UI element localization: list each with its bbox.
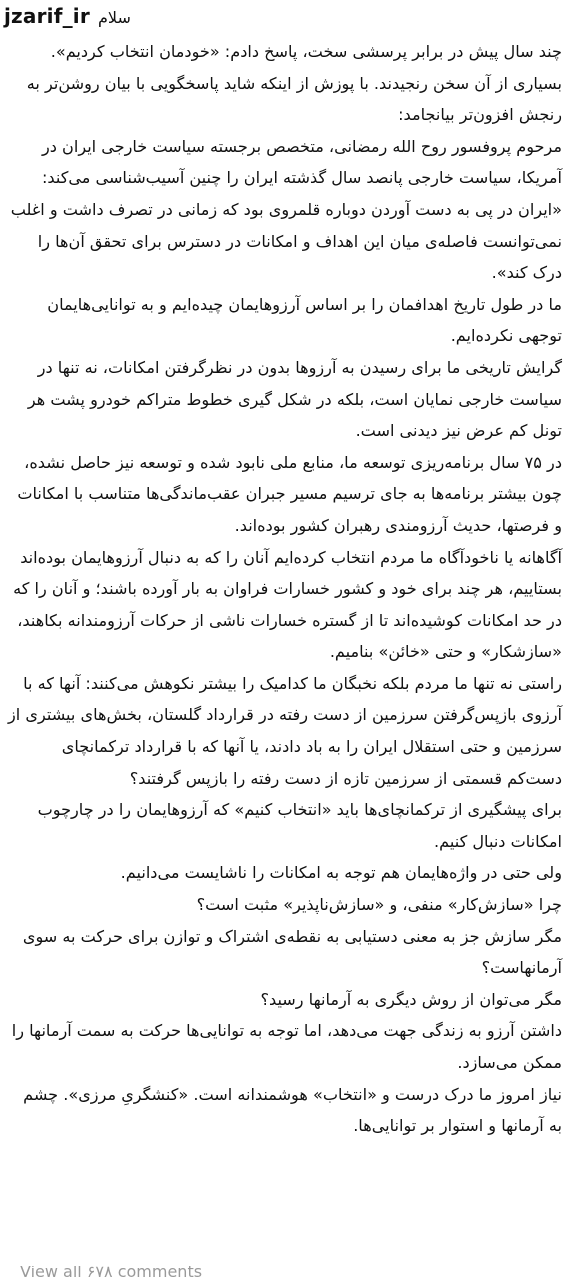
post-caption [8,36,562,1142]
caption-paragraph: راستی نه تنها ما مردم بلکه نخبگان ما کدامیک را بیشتر نکوهش می‌کنند: آنها که با آرزوی بازپس‌گرفتن سرزمین از دست رفته در قرارداد گلستان، بخش‌های بیشتری از سرزمین و حتی استقلال ایران را به باد دادند، یا آنها که با قرارداد ترکمانچای دست‌کم قسمتی از سرزمین تازه از دست رفته را بازپس گرفتند؟ [8,673,562,788]
caption-paragraph: گرایش تاریخی ما برای رسیدن به آرزوها بدون در نظرگرفتن امکانات، نه تنها در سیاست خارجی نمایان است، بلکه در شکل گیری خطوط متراکم خودرو پشت هر تونل کم عرض نیز دیدنی است. [27,357,562,441]
caption-paragraph: ولی حتی در واژه‌هایمان هم توجه به امکانات را ناشایست می‌دانیم. [120,863,562,883]
post-header [0,0,572,36]
caption-paragraph: مگر می‌توان از روش دیگری به آرمانها رسید؟ [260,989,562,1009]
caption-paragraph: مرحوم پروفسور روح الله رمضانی، متخصص برجسته سیاست خارجی ایران در آمریکا، سیاست خارجی پانصد سال گذشته ایران را چنین آسیب‌شناسی می‌کند: «ایران در پی به دست آوردن دوباره قلمروی بود که زمانی در تصرف داشت و اغلب نمی‌توانست فاصله‌ی میان این اهداف و امکانات در دسترس برای تحقق آن‌ها را درک کند». [10,136,562,283]
caption-paragraph: مگر سازش جز به معنی دستیابی به نقطه‌ی اشتراک و توازن برای حرکت به سوی آرمانهاست؟ [22,926,562,978]
caption-paragraph: برای پیشگیری از ترکمانچای‌ها باید «انتخاب کنیم» که آرزوهایمان را در چارچوب امکانات دنبال کنیم. [37,800,562,851]
post-username[interactable]: jzarif_ir [4,4,90,28]
caption-paragraph: داشتن آرزو به زندگی جهت می‌دهد، اما توجه به توانایی‌ها حرکت به سمت آرمانها را ممکن می‌سازد. [11,1021,562,1072]
caption-paragraph: ما در طول تاریخ اهدافمان را بر اساس آرزوهایمان چیده‌ایم و به توانایی‌هایمان توجهی نکرده‌ایم. [47,294,562,346]
caption-paragraph: آگاهانه یا ناخودآگاه ما مردم انتخاب کرده‌ایم آنان را که به دنبال آرزوهایمان بوده‌اند بستاییم، هر چند برای خود و کشور خسارات فراوان به بار آورده باشند؛ و آنان را که در حد امکانات کوشیده‌اند تا از گستره خسارات ناشی از حرکات آرزومندانه بکاهند، «سازشکار» و حتی «خائن» بنامیم. [13,547,562,662]
caption-paragraph: چرا «سازش‌کار» منفی، و «سازش‌ناپذیر» مثبت است؟ [196,895,562,915]
view-comments-link[interactable]: View all ۶۷۸ comments [20,1266,203,1280]
caption-paragraph: در ۷۵ سال برنامه‌ریزی توسعه ما، منابع ملی نابود شده و توسعه نیز حاصل نشده، چون بیشتر برنامه‌ها به جای ترسیم مسیر جبران عقب‌ماندگی‌ها متناسب با امکانات و فرصتها، حدیث آرزومندی رهبران کشور بوده‌اند. [17,452,562,535]
caption-paragraph: چند سال پیش در برابر پرسشی سخت، پاسخ دادم: «خودمان انتخاب کردیم». بسیاری از آن سخن رنجیدند. با پوزش از اینکه شاید پاسخگویی با بیان روشن‌تر به رنجش افزون‌تر بیانجامد: [26,42,562,125]
post-greeting: سلام [98,8,131,27]
caption-paragraph: نیاز امروز ما درک درست و «انتخاب» هوشمندانه است. «کنشگریِ مرزی». چشم به آرمانها و استوار بر توانایی‌ها. [23,1084,562,1136]
post-footer [0,1266,572,1280]
